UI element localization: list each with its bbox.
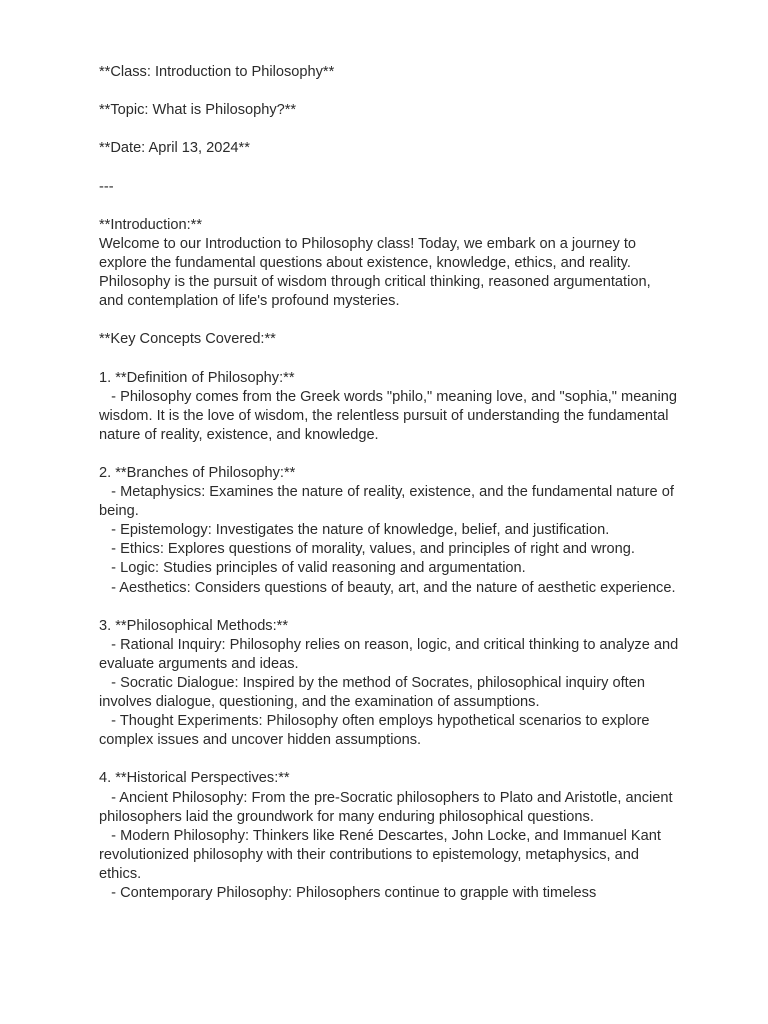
section-heading: 3. **Philosophical Methods:** [99,617,289,634]
section-heading: 1. **Definition of Philosophy:** [99,369,295,386]
divider: --- [99,178,114,195]
spacer [99,158,679,177]
spacer [99,197,679,216]
spacer [99,311,679,330]
spacer [99,349,679,368]
list-item: - Philosophy comes from the Greek words "philo," meaning love, and "sophia," meaning wisdom. It is the love of wisdom, the relentless pursuit of understanding the fundamental nature of reality, existence, and knowledge. [99,388,682,443]
document-body [99,63,683,903]
list-item: - Metaphysics: Examines the nature of reality, existence, and the fundamental nature of being. [99,484,678,520]
key-concepts-heading: **Key Concepts Covered:** [99,331,276,348]
introduction-body: Welcome to our Introduction to Philosophy class! Today, we embark on a journey to explore the fundamental questions about existence, knowledge, ethics, and reality. Philosophy is the pursuit of wisdom through critical thinking, reasoned argumentation, and contemplation of life's profound mysteries. [99,235,655,310]
list-item: - Contemporary Philosophy: Philosophers continue to grapple with timeless [99,885,597,902]
list-item: - Aesthetics: Considers questions of beauty, art, and the nature of aesthetic experience. [99,579,676,596]
spacer [99,445,679,464]
topic-line: **Topic: What is Philosophy?** [99,102,297,119]
introduction-heading: **Introduction:** [99,216,203,233]
spacer [99,750,679,769]
list-item: - Rational Inquiry: Philosophy relies on reason, logic, and critical thinking to analyze and evaluate arguments and ideas. [99,636,683,672]
list-item: - Ancient Philosophy: From the pre-Socratic philosophers to Plato and Aristotle, ancient philosophers laid the groundwork for many enduring philosophical questions. [99,789,677,825]
list-item: - Socratic Dialogue: Inspired by the method of Socrates, philosophical inquiry often involves dialogue, questioning, and the examination of assumptions. [99,675,650,711]
section-heading: 2. **Branches of Philosophy:** [99,464,296,481]
date-line: **Date: April 13, 2024** [99,140,250,157]
section-heading: 4. **Historical Perspectives:** [99,770,290,787]
spacer [99,120,679,139]
list-item: - Modern Philosophy: Thinkers like René Descartes, John Locke, and Immanuel Kant revolutionized philosophy with their contributions to epistemology, metaphysics, and ethics. [99,827,665,882]
list-item: - Thought Experiments: Philosophy often employs hypothetical scenarios to explore complex issues and uncover hidden assumptions. [99,713,654,749]
list-item: - Epistemology: Investigates the nature of knowledge, belief, and justification. [99,522,610,539]
class-line: **Class: Introduction to Philosophy** [99,64,335,80]
spacer [99,598,679,617]
spacer [99,82,679,101]
list-item: - Ethics: Explores questions of morality, values, and principles of right and wrong. [99,541,635,558]
list-item: - Logic: Studies principles of valid reasoning and argumentation. [99,560,526,577]
